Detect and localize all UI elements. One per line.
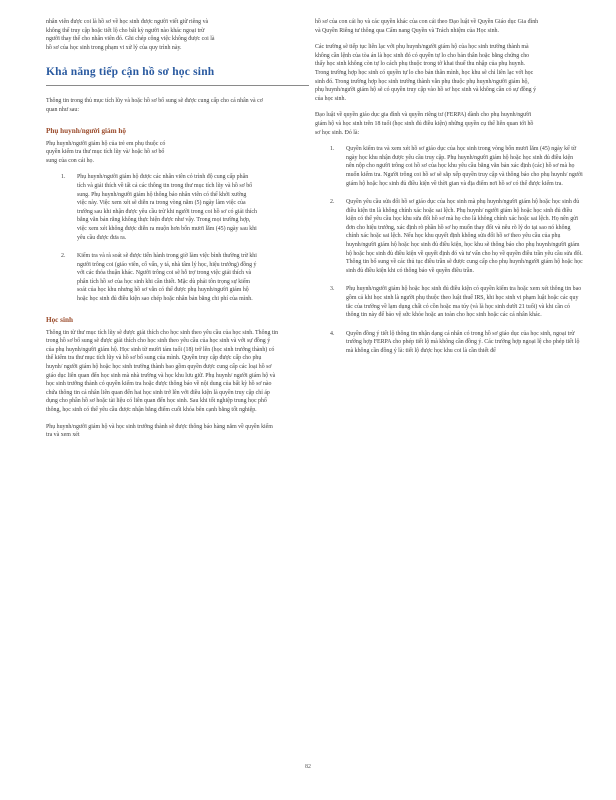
list-item <box>315 198 589 275</box>
student-heading: Học sinh <box>46 315 73 324</box>
student-paragraph: Thông tin từ thư mục tích lũy sẽ được giải thích cho học sinh theo yêu cầu của học sinh. Thông tin trong hồ sơ bổ sung sẽ được giải thích cho học sinh theo yêu cầu của học sinh và với sự đồng ý của phụ huynh/người giám hộ. Học sinh từ mười tám tuổi (18) trở lên (học sinh trưởng thành) có thể kiểm tra thư mục tích lũy và hồ sơ bổ sung của mình. Quyền truy cập được cấp cho phụ huynh/ người giám hộ hoặc học sinh trưởng thành bao gồm quyền được cung cấp các loại hồ sơ giáo dục liên quan đến học sinh mà nhà trường và học khu lưu giữ. Phụ huynh/ người giám hộ và học sinh trưởng thành có quyền kiểm tra hoặc được thông báo về nội dung của bất kỳ hồ sơ nào chứa thông tin cá nhân liên quan đến hai học sinh trở lên với điều kiện là quyền truy cập chỉ áp dụng cho phần hồ sơ hoặc tài liệu có liên quan đến học sinh. Sau khi tốt nghiệp trung học phổ thông, học sinh có thể yêu cầu được nhận bằng điểm cuối khóa bên cạnh bằng tốt nghiệp. <box>46 329 279 413</box>
list-text: Kiểm tra và rà soát sẽ được tiến hành trong giờ làm việc bình thường trừ khi người trông coi (giáo viên, cố vấn, y tá, nhà tâm lý học, hiệu trưởng) đồng ý với các thỏa thuận khác. Người trông coi sẽ hỗ trợ trong việc giải thích và phân tích hồ sơ của học sinh khi cần thiết. Mặc dù phải tôn trọng sự kiểm soát của học khu nhưng hồ sơ vẫn có thể được phụ huynh/người giám hộ hoặc học sinh đủ điều kiện sao chép hoặc nhân bản bằng chi phí của mình. <box>77 253 257 303</box>
list-text: Quyền đồng ý tiết lộ thông tin nhận dạng cá nhân có trong hồ sơ giáo dục của học sinh, ngoại trừ trường hợp FERPA cho phép tiết lộ mà không cần đồng ý. Các trường hợp ngoại lệ cho phép tiết lộ mà không cần đồng ý là: tiết lộ được học khu coi là cần thiết để <box>346 330 580 354</box>
right-paragraph-1: hồ sơ của con cái họ và các quyền khác của con cái theo Đạo luật về Quyền Giáo dục Gia đình và Quyền Riêng tư thông qua Cẩm nang Quyền và Trách nhiệm của Học sinh. <box>315 19 539 34</box>
right-paragraph-3: Đạo luật về quyền giáo dục gia đình và quyền riêng tư (FERPA) dành cho phụ huynh/người giám hộ và học sinh trên 18 tuổi (học sinh đủ điều kiện) những quyền cụ thể liên quan tới hồ sơ học sinh. Đó là: <box>315 112 534 136</box>
title-divider <box>46 85 309 86</box>
list-text: Quyền kiểm tra và xem xét hồ sơ giáo dục của học sinh trong vòng bốn mươi lăm (45) ngày kể từ ngày học khu nhận được yêu cầu truy cập. Phụ huynh/người giám hộ hoặc học sinh đủ điều kiện nên nộp cho người trông coi hồ sơ của học khu yêu cầu bằng văn bản xác định (các) hồ sơ mà họ muốn kiểm tra. Người trông coi hồ sơ sẽ sắp xếp quyền truy cập và thông báo cho phụ huynh/ người giám hộ hoặc học sinh đủ điều kiện về thời gian và địa điểm nơi hồ sơ có thể được kiểm tra. <box>346 146 583 187</box>
parents-heading: Phụ huynh/người giám hộ <box>46 126 126 135</box>
list-text: Quyền yêu cầu sửa đổi hồ sơ giáo dục của học sinh mà phụ huynh/người giám hộ hoặc học sinh đủ điều kiện tin là không chính xác hoặc sai lệch. Phụ huynh/ người giám hộ hoặc học sinh đủ điều kiện có thể yêu cầu học khu sửa đổi hồ sơ mà họ cho là không chính xác hoặc sai lệch. Họ nên gửi đơn cho hiệu trưởng, xác định rõ phần hồ sơ họ muốn thay đổi và nêu rõ lý do tại sao nó không chính xác hoặc sai lệch. Nếu học khu quyết định không sửa đổi hồ sơ theo yêu cầu của phụ huynh/người giám hộ hoặc học sinh đủ điều kiện, học khu sẽ thông báo cho phụ huynh/người giám hộ hoặc học sinh đủ điều kiện về quyết định đó và tư vấn cho họ về quyền điều trần yêu cầu sửa đổi. Thông tin bổ sung về các thủ tục điều trần sẽ được cung cấp cho phụ huynh/người giám hộ hoặc học sinh đủ điều kiện khi có thông báo về quyền điều trần. <box>346 199 583 274</box>
intro-paragraph: nhân viên được coi là hồ sơ về học sinh được người viết giữ riêng và không thể truy cập hoặc tiết lộ cho bất kỳ người nào khác ngoại trừ người thay thế cho nhân viên đó. Ghi chép công việc không được coi là hồ sơ của học sinh trong phạm vi xử lý của quy trình này. <box>46 19 215 51</box>
list-item <box>315 145 589 188</box>
right-column <box>315 18 589 366</box>
list-item <box>46 252 309 304</box>
list-number: 2. <box>61 253 66 260</box>
list-text: Phụ huynh/người giám hộ được các nhân viên có trình độ cung cấp phân tích và giải thích về tất cả các thông tin trong thư mục tích lũy và hồ sơ bổ sung. Phụ huynh/người giám hộ thông báo nhân viên có thể khởi xướng việc này. Việc xem xét sẽ diễn ra trong vòng năm (5) ngày làm việc của trường sau khi nhận được yêu cầu trừ khi người trong coi hồ sơ có giải thích bằng văn bản rằng không thực hiện được như vậy. Trong mọi trường hợp, việc xem xét không được diễn ra muộn hơn bốn mươi lăm (45) ngày sau khi yêu cầu được đưa ra. <box>77 174 257 241</box>
right-paragraph-2: Các trường sẽ tiếp tục liên lạc với phụ huynh/người giám hộ của học sinh trưởng thành mà không cần lệnh của tòa án là học sinh đó có quyền tự lo cho bản thân hoặc bằng chứng cho thấy học sinh không còn tự lo cách phụ thuộc trong tờ khai thuế thu nhập của phụ huynh. Trong trường hợp học sinh có quyền tự lo cho bản thân mình, học khu sẽ chỉ liên lạc với học sinh đó. Trong trường hợp học sinh trưởng thành vẫn phụ thuộc phụ huynh/người giám hộ, phụ huynh/người giám hộ sẽ có quyền truy cập vào hồ sơ học sinh và không cần có sự đồng ý của học sinh. <box>315 44 537 102</box>
list-item <box>315 330 589 356</box>
list-number: 3. <box>330 286 335 293</box>
section-intro: Thông tin trong thủ mục tích lũy và hoặc hồ sơ bổ sung sẽ được cung cấp cho cá nhân và cơ quan như sau: <box>46 98 263 113</box>
student-notice-paragraph: Phụ huynh/người giám hộ và học sinh trưởng thành sẽ được thông báo hàng năm về quyền kiểm tra và xem xét <box>46 423 273 439</box>
page-number: 82 <box>305 764 311 770</box>
list-number: 4. <box>330 330 335 337</box>
parents-list <box>46 173 309 303</box>
parents-intro: Phụ huynh/người giám hộ của trẻ em phụ thuộc có quyền kiểm tra thư mục tích lũy và/ hoặc hồ sơ bổ sung của con cái họ. <box>46 140 166 164</box>
section-title: Khả năng tiếp cận hồ sơ học sinh <box>46 66 215 79</box>
list-item <box>315 285 589 319</box>
list-text: Phụ huynh/người giám hộ hoặc học sinh đủ điều kiện có quyền kiểm tra hoặc xem xét thông tin bao gồm cả khi học sinh là người phụ thuộc theo luật thuế IRS, khi học sinh vi phạm luật hoặc các quy tắc của trường về lạm dụng chất có cồn hoặc ma túy (và là học sinh dưới 21 tuổi) và khi cần có thông tin này để bảo vệ sức khỏe hoặc an toàn cho học sinh hoặc các cá nhân khác. <box>346 286 582 319</box>
left-column <box>46 18 309 448</box>
list-number: 1. <box>330 146 335 153</box>
list-number: 1. <box>61 174 66 181</box>
list-item <box>46 173 309 242</box>
list-number: 2. <box>330 199 335 206</box>
ferpa-rights-list <box>315 145 589 355</box>
